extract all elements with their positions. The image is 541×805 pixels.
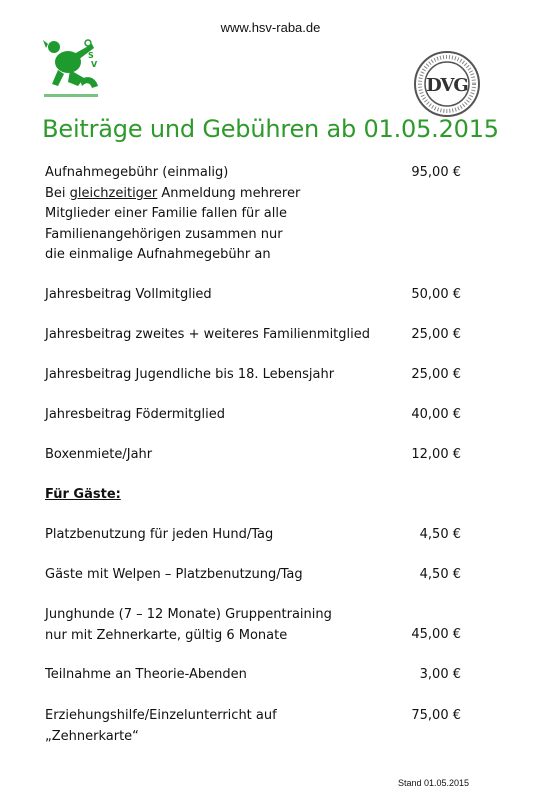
underlined-word: gleichzeitiger: [69, 185, 158, 201]
fee-label-line2: „Zehnerkarte“: [45, 728, 139, 744]
fee-amount: 45,00 €: [411, 627, 461, 642]
fee-label: Jahresbeitrag Jugendliche bis 18. Lebensjahr: [45, 367, 335, 382]
fee-row-vollmitglied: [45, 285, 465, 306]
fee-label: Jahresbeitrag Vollmitglied: [45, 287, 212, 302]
fee-label-line2: nur mit Zehnerkarte, gültig 6 Monate: [45, 627, 288, 643]
fee-note: die einmalige Aufnahmegebühr an: [45, 247, 271, 262]
fee-label: Teilnahme an Theorie-Abenden: [45, 667, 247, 682]
fee-amount: 12,00 €: [411, 447, 461, 462]
fee-amount: 25,00 €: [411, 327, 461, 342]
fee-note: Mitglieder einer Familie fallen für alle: [45, 206, 287, 221]
guests-heading: Für Gäste:: [45, 487, 121, 502]
fee-amount: 40,00 €: [411, 407, 461, 422]
fee-amount: 25,00 €: [411, 367, 461, 382]
guest-fee-row-theorie: [45, 665, 465, 686]
guest-fee-row-platzbenutzung: [45, 525, 465, 546]
website-url: www.hsv-raba.de: [220, 20, 321, 35]
fee-note: Bei gleichzeitiger Anmeldung mehrerer: [45, 185, 301, 201]
fee-row-aufnahmegebuehr: [45, 163, 465, 266]
fee-note: Familienangehörigen zusammen nur: [45, 226, 283, 242]
fee-label: Jahresbeitrag zweites + weiteres Familienmitglied: [45, 327, 370, 342]
fee-row-foerdermitglied: [45, 405, 465, 426]
fee-label: Aufnahmegebühr (einmalig): [45, 165, 229, 180]
fee-label: Boxenmiete/Jahr: [45, 447, 153, 462]
guest-fee-row-erziehungshilfe: [45, 706, 465, 747]
svg-text:S: S: [88, 51, 94, 60]
fee-label: Erziehungshilfe/Einzelunterricht auf: [45, 708, 277, 723]
fee-amount: 3,00 €: [419, 667, 461, 682]
page-title: Beiträge und Gebühren ab 01.05.2015: [42, 115, 499, 143]
fee-label: Jahresbeitrag Födermitglied: [45, 407, 225, 422]
fee-label: Platzbenutzung für jeden Hund/Tag: [45, 527, 274, 542]
club-logo-dog-icon: [40, 34, 102, 102]
fee-label: Gäste mit Welpen – Platzbenutzung/Tag: [45, 567, 303, 582]
fee-row-familienmitglied: [45, 325, 465, 346]
fee-amount: 4,50 €: [419, 567, 461, 582]
fee-amount: 95,00 €: [411, 165, 461, 180]
fee-amount: 50,00 €: [411, 287, 461, 302]
guest-fee-row-welpen: [45, 565, 465, 586]
fee-amount: 4,50 €: [419, 527, 461, 542]
svg-text:DVG: DVG: [426, 75, 468, 96]
fee-amount: 75,00 €: [411, 708, 461, 723]
stand-date: Stand 01.05.2015: [398, 778, 470, 788]
guest-fee-row-junghunde: [45, 605, 465, 646]
svg-text:V: V: [91, 60, 98, 69]
fee-label: Junghunde (7 – 12 Monate) Gruppentraining: [45, 607, 332, 622]
fee-row-boxenmiete: [45, 445, 465, 466]
dvg-seal-icon: [413, 50, 481, 118]
fee-row-jugendliche: [45, 365, 465, 386]
